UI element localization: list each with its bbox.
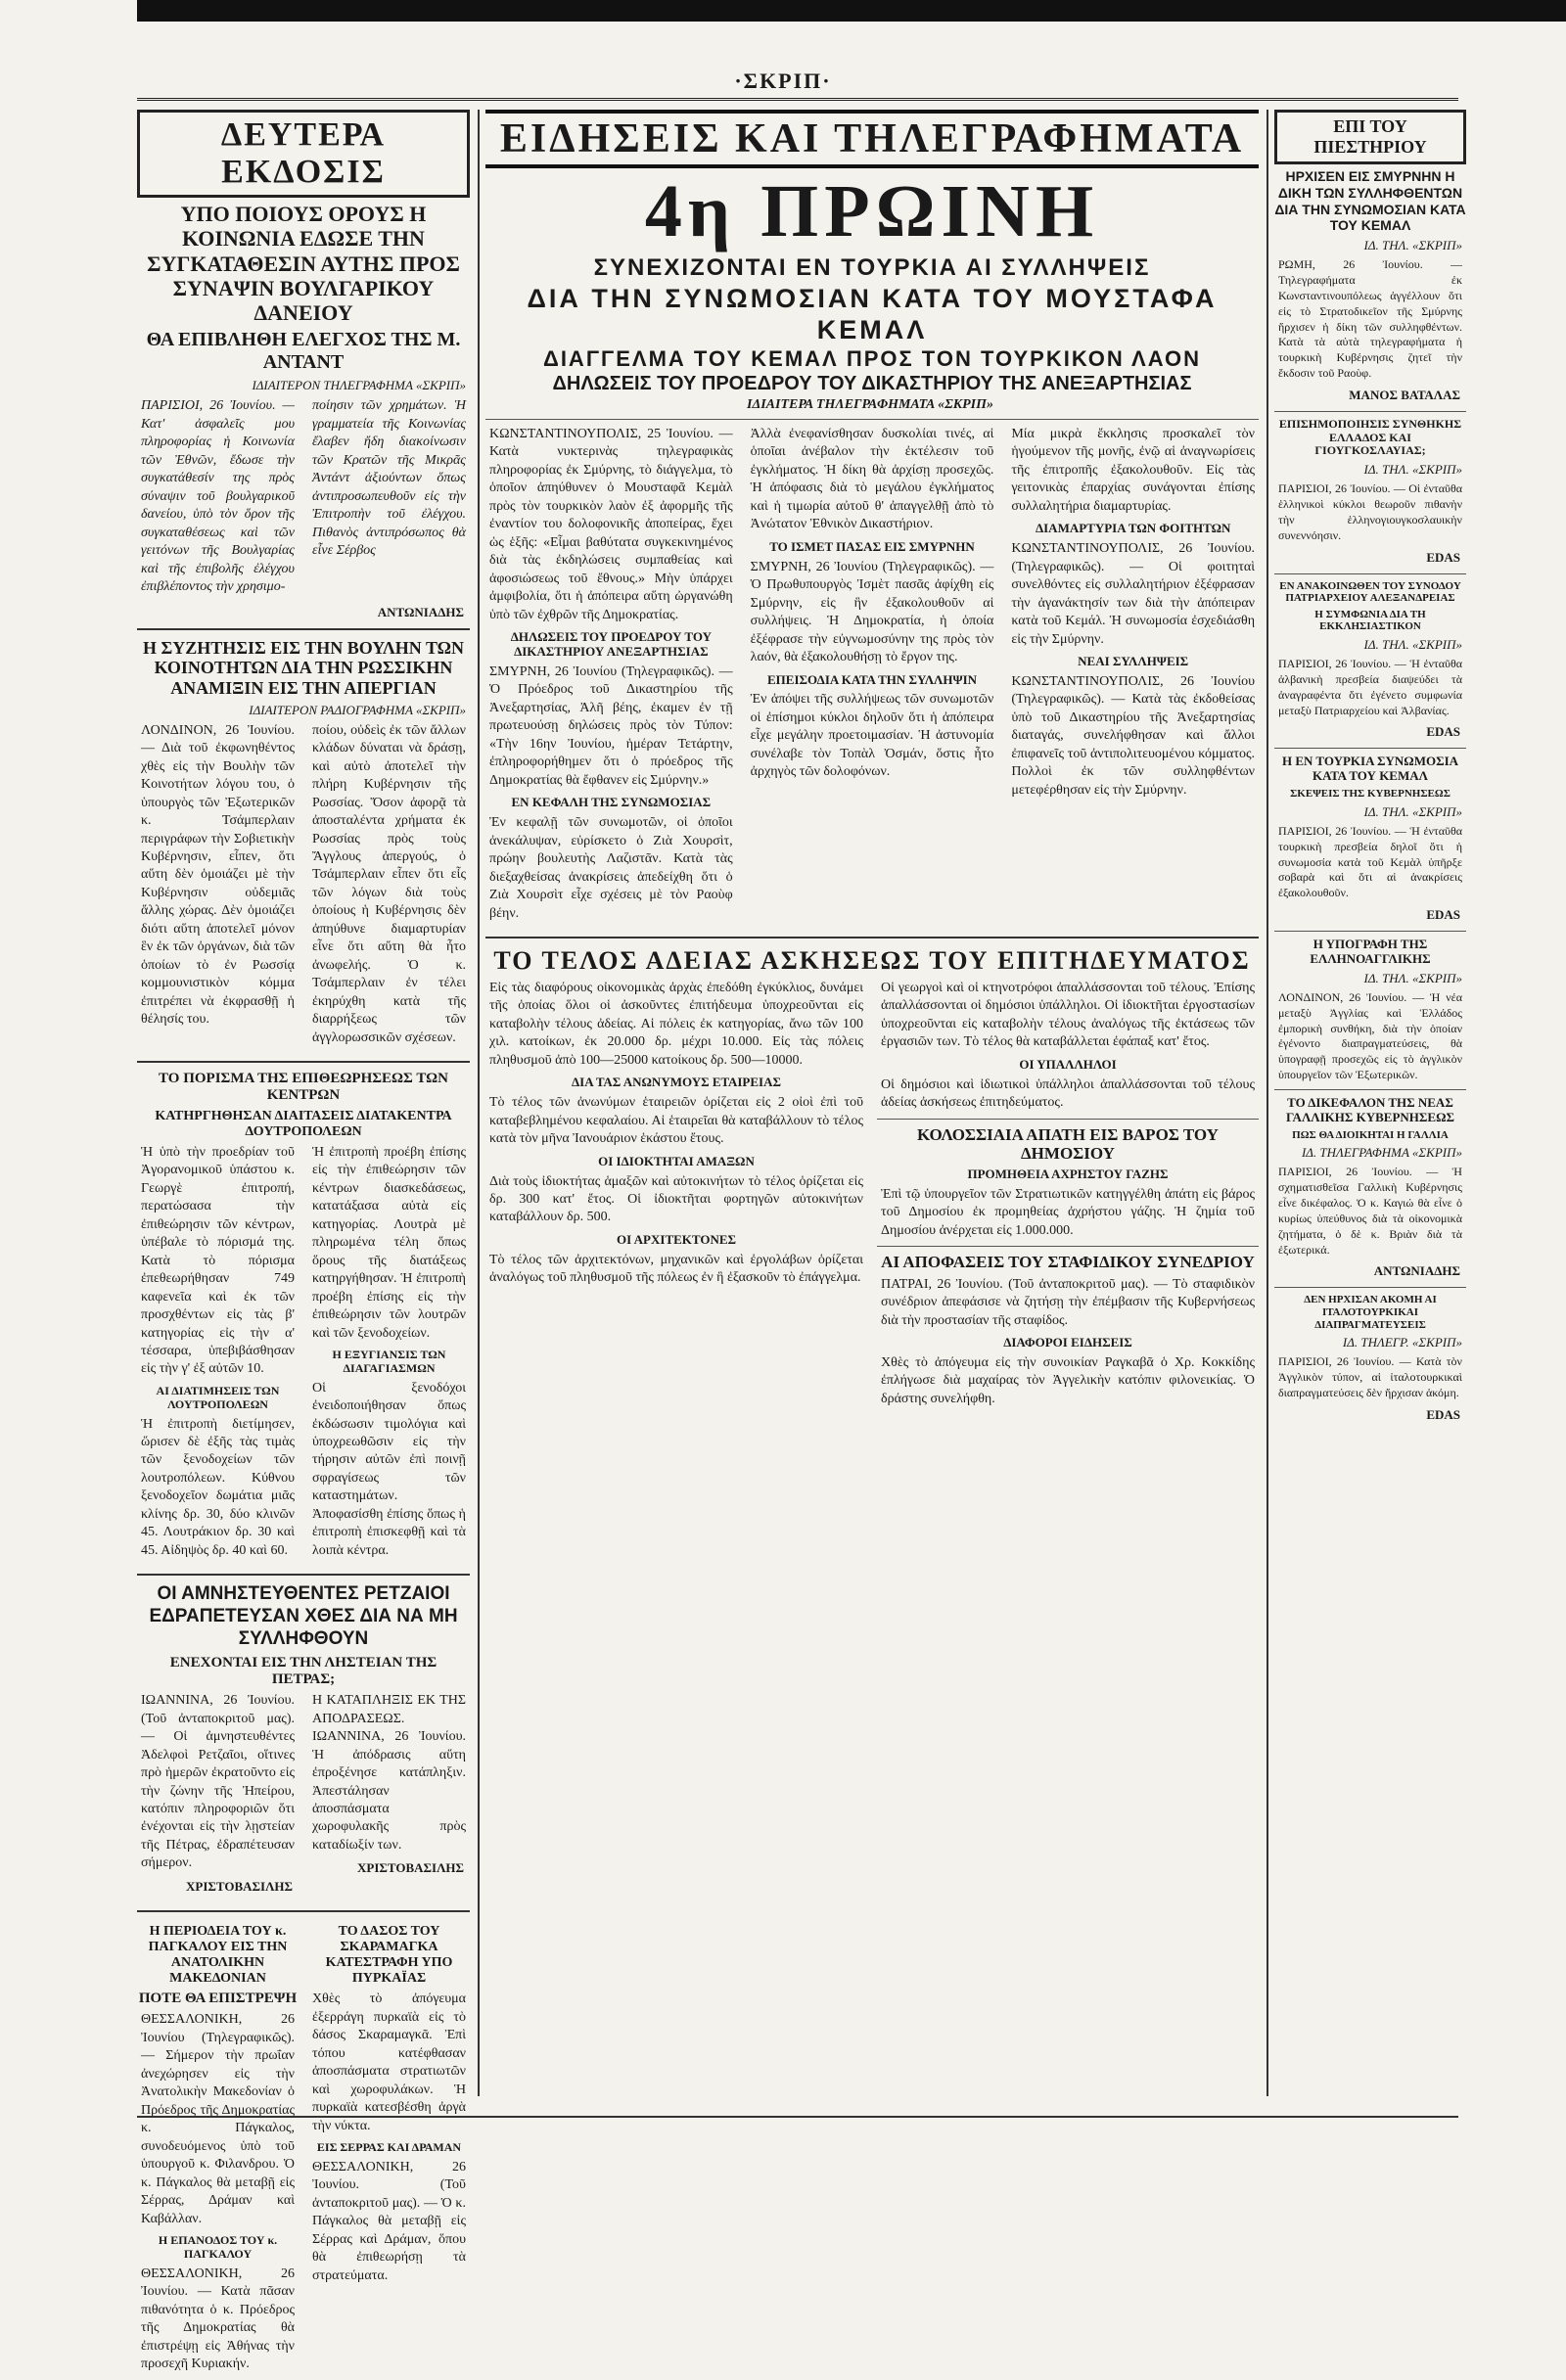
col3-sub-b: ΝΕΑΙ ΣΥΛΛΗΨΕΙΣ: [1078, 654, 1189, 669]
r-story2-sig: EDAS: [1426, 549, 1460, 565]
r-story5-headline: Η ΥΠΟΓΡΑΦΗ ΤΗΣ ΕΛΛΗΝΟΑΓΓΛΙΚΗΣ: [1310, 937, 1431, 966]
license-text-a: Εἰς τὰς διαφόρους οἰκονομικὰς ἀρχὰς ἐπεδόθη ἐγκύκλιος, δυνάμει τῆς ὁποίας ὅλοι οἱ ἀσκοῦντες ἐπιτήδευμα ὑποχρεοῦνται εἰς καταβολὴν τέλους ἀδείας. Αἱ πόλεις ἐκ κατηγορίας, ἄνω τῶν 100 χιλ. κατοίκων, ἐκ 20.000 δρ. μέχρι 10.000. Εἰς τὰς πόλεις πληθυσμοῦ ἀπὸ 100—25000 κατοίκους δρ. 500—10000.: [489, 980, 863, 1068]
divider: [485, 937, 1259, 938]
lead-source: ΙΔΙΑΙΤΕΡΟΝ ΤΗΛΕΓΡΑΦΗΜΑ «ΣΚΡΙΠ»: [252, 378, 466, 393]
r-story1-source: ΙΔ. ΤΗΛ. «ΣΚΡΙΠ»: [1363, 238, 1462, 253]
story2-headline: Η ΣΥΖΗΤΗΣΙΣ ΕΙΣ ΤΗΝ ΒΟΥΛΗΝ ΤΩΝ ΚΟΙΝΟΤΗΤΩΝ ΔΙΑ ΤΗΝ ΡΩΣΣΙΚΗΝ ΑΝΑΜΙΞΙΝ ΕΙΣ ΤΗΝ ΑΠΕΡΓΙΑΝ: [142, 637, 465, 699]
col3-text-a: Μία μικρὰ ἔκκλησις προσκαλεῖ τὸν ἡγούμενον τῆς μονῆς, ἐνῷ αἱ ἀναγνωρίσεις τῆς ἐπιτροπῆς ἐξακολουθοῦν. Εἰς τὰς γειτονικὰς ἐπαρχίας συνάγονται ἐπίσης συλλαλητήρια διαμαρτυρίας.: [1011, 426, 1256, 514]
main-sub1: ΤΟ ΙΣΜΕΤ ΠΑΣΑΣ ΕΙΣ ΣΜΥΡΝΗΝ: [769, 538, 975, 554]
r-story2-headline: ΕΠΙΣΗΜΟΠΟΙΗΣΙΣ ΣΥΝΘΗΚΗΣ ΕΛΛΑΔΟΣ ΚΑΙ ΓΙΟΥΓΚΟΣΛΑΥΙΑΣ;: [1278, 416, 1462, 458]
license-sub1: ΔΙΑ ΤΑΣ ΑΝΩΝΥΜΟΥΣ ΕΤΑΙΡΕΙΑΣ: [572, 1075, 781, 1090]
license-sub3: ΟΙ ΑΡΧΙΤΕΚΤΟΝΕΣ: [616, 1231, 737, 1247]
main-text-a: ΚΩΝΣΤΑΝΤΙΝΟΥΠΟΛΙΣ, 25 Ἰουνίου. — Κατὰ νυκτερινὰς τηλεγραφικὰς πληροφορίας ἐκ Σμύρνης, τὸ διάγγελμα, τὸ ὁποῖον ἀπηύθυνεν ὁ Μουσταφᾶ Κεμὰλ πρὸς τὸν τουρκικὸν λαὸν ἐξ ἀφορμῆς τῆς ἐναντίον του δολοφονικῆς ἀποπείρας, ἔχει ὡς ἑξῆς: «Εἶμαι βαθύτατα συγκεκινημένος διὰ τὰς ἐκδηλώσεις συμπαθείας καὶ ἀφοσιώσεως τοῦ ἔθνους.» Μὴν ὑπάρχει ἀμφιβολία, ὅτι ἡ ἀπόπειρα αὕτη ὠργανώθη ὑπὸ τῶν ἐχθρῶν τῆς Δημοκρατίας.: [489, 426, 733, 622]
divider: [1274, 573, 1466, 574]
r-story1-sig: ΜΑΝΟΣ ΒΑΤΑΛΑΣ: [1349, 387, 1460, 402]
col3-sub-a: ΔΙΑΜΑΡΤΥΡΙΑ ΤΩΝ ΦΟΙΤΗΤΩΝ: [1035, 521, 1231, 536]
main-text-e: Ἐν κεφαλῇ τῶν συνωμοτῶν, οἱ ὁποῖοι ἀνεκάλυψαν, εὑρίσκετο ὁ Ζιὰ Χουρσὶτ, πρώην βουλευτὴς Λαζιστᾶν. Κατὰ τὰς διεξαχθείσας ἀνακρίσεις ἀπεδείχθη ὅτι ὁ Ζιὰ Χουρσὶτ εἶχε σχέσεις μὲ τὸν Ραοὺφ βέην.: [489, 815, 733, 921]
r-story6-headline: ΤΟ ΔΙΚΕΦΑΛΟΝ ΤΗΣ ΝΕΑΣ ΓΑΛΛΙΚΗΣ ΚΥΒΕΡΝΗΣΕΩΣ: [1286, 1094, 1454, 1124]
story4-headline: ΟΙ ΑΜΝΗΣΤΕΥΘΕΝΤΕΣ ΡΕΤΖΑΙΟΙ ΕΔΡΑΠΕΤΕΥΣΑΝ ΧΘΕΣ ΔΙΑ ΝΑ ΜΗ ΣΥΛΛΗΦΘΟΥΝ: [149, 1583, 458, 1649]
main-sub2: ΔΗΛΩΣΕΙΣ ΤΟΥ ΠΡΟΕΔΡΟΥ ΤΟΥ ΔΙΚΑΣΤΗΡΙΟΥ ΑΝΕΞΑΡΤΗΣΙΑΣ: [510, 629, 712, 660]
main-body: [485, 426, 1259, 929]
r-story4-sig: EDAS: [1426, 907, 1460, 923]
r-story7-source: ΙΔ. ΤΗΛΕΓΡ. «ΣΚΡΙΠ»: [1342, 1335, 1462, 1350]
main-headline-4: ΔΗΛΩΣΕΙΣ ΤΟΥ ΠΡΟΕΔΡΟΥ ΤΟΥ ΔΙΚΑΣΤΗΡΙΟΥ ΤΗΣ ΑΝΕΞΑΡΤΗΣΙΑΣ: [552, 372, 1192, 394]
story3-sub3: Η ΕΞΥΓΙΑΝΣΙΣ ΤΩΝ ΔΙΑΓΑΓΙΑΣΜΩΝ: [332, 1347, 446, 1375]
story4-text-a: ΙΩΑΝΝΙΝΑ, 26 Ἰουνίου. (Τοῦ ἀνταποκριτοῦ μας). — Οἱ ἀμνηστευθέντες Ἀδελφοὶ Ρετζαῖοι, οἵτινες πρὸ ἡμερῶν ἐκρατοῦντο εἰς τὴν ζώνην τῆς Ἠπείρου, κατόπιν πληροφοριῶν ὅτι ἐνέχονται εἰς τὴν λῃστείαν τῆς Πέτρας, ἐδραπέτευσαν σήμερον.: [141, 1693, 295, 1871]
story4-sig2: ΧΡΙΣΤΟΒΑΣΙΛΗΣ: [357, 1860, 464, 1876]
right-column: [1274, 110, 1466, 1431]
story5-sub2: Η ΕΠΑΝΟΔΟΣ ΤΟΥ κ. ΠΑΓΚΑΛΟΥ: [158, 2233, 278, 2261]
main-col-c: [1007, 426, 1259, 929]
main-banner: ΕΙΔΗΣΕΙΣ ΚΑΙ ΤΗΛΕΓΡΑΦΗΜΑΤΑ: [485, 110, 1259, 168]
story3-text-b: Ἡ ἐπιτροπὴ προέβη ἐπίσης εἰς τὴν ἐπιθεώρησιν τῶν κέντρων διασκεδάσεως, κατατάξασα αὐτὰ εἰς κατηγορίας. Λουτρὰ μὲ πληρωμένα τέλη ὅπως ὅρους τῆς διατάξεως κατηργήθησαν. Ἡ ἐπιτροπὴ προέβη ἐπίσης εἰς τὴν ἐπιθεώρησιν τῶν λουτρῶν καὶ τῶν ξενοδοχείων.: [312, 1144, 466, 1341]
story6-text2: ΘΕΣΣΑΛΟΝΙΚΗ, 26 Ἰουνίου. (Τοῦ ἀνταποκριτοῦ μας). — Ὁ κ. Πάγκαλος θὰ μεταβῇ εἰς Σέρρας καὶ Δράμαν, ὅπου θὰ ἐπιθεωρήσῃ τὰ στρατεύματα.: [312, 2159, 466, 2283]
divider: [137, 1061, 470, 1063]
story4-text-b: Η ΚΑΤΑΠΛΗΞΙΣ ΕΚ ΤΗΣ ΑΠΟΔΡΑΣΕΩΣ. ΙΩΑΝΝΙΝΑ, 26 Ἰουνίου. Ἡ ἀπόδρασις αὕτη ἐπροξένησε κατάπληξιν. Ἀπεστάλησαν ἀποσπάσματα χωροφυλακῆς πρὸς καταδίωξίν των.: [312, 1693, 466, 1853]
license-text-c: Τὸ τέλος τῶν ἀνωνύμων ἑταιρειῶν ὁρίζεται εἰς 2 οἰοὶ ἐπὶ τοῦ καταβεβλημένου κεφαλαίου. Αἱ ἑταιρεῖαι θὰ καταβάλλουν τὸ τέλος κατὰ τὸν μῆνα Ἰανουάριον ἑκάστου ἔτους.: [489, 1095, 863, 1147]
r-story3-headline: ΕΝ ΑΝΑΚΟΙΝΩΘΕΝ ΤΟΥ ΣΥΝΟΔΟΥ ΠΑΤΡΙΑΡΧΕΙΟΥ ΑΛΕΞΑΝΔΡΕΙΑΣ: [1279, 579, 1461, 605]
column-rule: [1267, 110, 1268, 2096]
story3-text-d: Οἱ ξενοδόχοι ἐνειδοποιήθησαν ὅπως ἐκδώσωσιν τιμολόγια καὶ ὑποχρεωθῶσιν εἰς τὴν τήρησιν αὐτῶν ἐπὶ ποινῇ σφραγίσεως τῶν καταστημάτων. Ἀποφασίσθη ἐπίσης ὅπως ἡ ἐπιτροπὴ ἐπισκεφθῇ καὶ τὰ λοιπὰ κέντρα.: [312, 1380, 466, 1558]
license-text-f: Οἱ δημόσιοι καὶ ἰδιωτικοὶ ὑπάλληλοι ἀπαλλάσσονται τοῦ τέλους ἀδείας ἀσκήσεως ἐπιτηδεύματος.: [881, 1076, 1255, 1111]
r-story3-subheadline: Η ΣΥΜΦΩΝΙΑ ΔΙΑ ΤΗ ΕΚΚΛΗΣΙΑΣΤΙΚΟΝ: [1314, 608, 1426, 633]
story6-text: Χθὲς τὸ ἀπόγευμα ἐξερράγη πυρκαϊὰ εἰς τὸ δάσος Σκαραμαγκᾶ. Ἐπὶ τόπου κατέφθασαν ἀποσπάσματα στρατιωτῶν καὶ χωροφυλάκων. Ἡ πυρκαϊὰ κατεσβέσθη ἀργὰ τὴν νύκτα.: [312, 1991, 466, 2133]
r-story2-text: ΠΑΡΙΣΙΟΙ, 26 Ἰουνίου. — Οἱ ἐνταῦθα ἑλληνικοὶ κύκλοι θεωροῦν πιθανὴν τὴν ἑλληνογιουγκοσλαυικὴν συνεννόησιν.: [1278, 481, 1462, 542]
main-text-d: ΣΜΥΡΝΗ, 26 Ἰουνίου (Τηλεγραφικῶς). — Ὁ Πρόεδρος τοῦ Δικαστηρίου τῆς Ἀνεξαρτησίας, Ἀλῆ βέης, ἐκαμεν ἐν τῇ πρωτευούσῃ δηλώσεις πρὸς τὸν Τύπον: «Τὴν 16ην Ἰουνίου, ἡμέραν Τετάρτην, ἐπληροφορήθημεν ὅτι ὁ πρόεδρος τῆς Δημοκρατίας θὰ ἔφθανεν εἰς Σμύρνην.»: [489, 664, 733, 788]
main-column: [485, 110, 1259, 1414]
main-headline-3: ΔΙΑΓΓΕΛΜΑ ΤΟΥ ΚΕΜΑΛ ΠΡΟΣ ΤΟΝ ΤΟΥΡΚΙΚΟΝ ΛΑΟΝ: [543, 345, 1201, 371]
r-story7-sig: EDAS: [1426, 1406, 1460, 1422]
main-sub3: ΕΝ ΚΕΦΑΛΗ ΤΗΣ ΣΥΝΩΜΟΣΙΑΣ: [511, 795, 712, 810]
r-story4-headline: Η ΕΝ ΤΟΥΡΚΙΑ ΣΥΝΩΜΟΣΙΑ ΚΑΤΑ ΤΟΥ ΚΕΜΑΛ: [1281, 754, 1459, 784]
divider: [137, 1910, 470, 1912]
story3-text-c: Ἡ ἐπιτροπὴ διετίμησεν, ὥρισεν δὲ ἐξῆς τὰς τιμὰς τῶν ξενοδοχείων τῶν λουτροπόλεων. Κύθνου ξενοδοχεῖον δωμάτια μιᾶς κλίνης δρ. 30, δύο κλινῶν 45. Λουτράκιον δρ. 30 καὶ 45. Αἰδηψὸς δρ. 40 καὶ 60.: [141, 1416, 295, 1558]
r-story5-source: ΙΔ. ΤΗΛ. «ΣΚΡΙΠ»: [1363, 970, 1462, 985]
lead-body: [137, 397, 470, 602]
divider: [137, 1574, 470, 1576]
main-source: ΙΔΙΑΙΤΕΡΑ ΤΗΛΕΓΡΑΦΗΜΑΤΑ «ΣΚΡΙΠ»: [747, 396, 993, 412]
license-sub4: ΟΙ ΥΠΑΛΛΗΛΟΙ: [1019, 1056, 1117, 1072]
main-sub4: ΕΠΕΙΣΟΔΙΑ ΚΑΤΑ ΤΗΝ ΣΥΛΛΗΨΙΝ: [766, 671, 978, 687]
divider: [1274, 1089, 1466, 1090]
r-story3-text: ΠΑΡΙΣΙΟΙ, 26 Ἰουνίου. — Ἡ ἐνταῦθα ἀλβανικὴ πρεσβεία διαψεύδει τὰ ἀναγραφέντα ὅτι ἐγένετο συμφωνία μεταξὺ Πατριαρχείου καὶ Ἀλβανίας.: [1278, 657, 1462, 717]
misc-sub: ΔΙΑΦΟΡΟΙ ΕΙΔΗΣΕΙΣ: [1003, 1335, 1132, 1350]
bottom-stories: [137, 1920, 470, 2380]
story3-sub2: ΑΙ ΔΙΑΤΙΜΗΣΕΙΣ ΤΩΝ ΛΟΥΤΡΟΠΟΛΕΩΝ: [156, 1383, 280, 1411]
edition-header: ΔΕΥΤΕΡΑ ΕΚΔΟΣΙΣ: [137, 110, 470, 198]
page-bottom-rule: [137, 2116, 1458, 2118]
divider: [877, 1246, 1259, 1247]
misc-text: Χθὲς τὸ ἀπόγευμα εἰς τὴν συνοικίαν Ραγκαβᾶ ὁ Χρ. Κοκκίδης ἐπλήγωσε διὰ μαχαίρας τὸν Ἀγγελικὴν κατόπιν φιλονεικίας. Ὁ δράστης συνελήφθη.: [881, 1355, 1255, 1406]
story5-text2: ΘΕΣΣΑΛΟΝΙΚΗ, 26 Ἰουνίου. — Κατὰ πᾶσαν πιθανότητα ὁ κ. Πρόεδρος τῆς Δημοκρατίας θὰ ἐπιστρέψῃ εἰς Ἀθήνας τὴν προσεχῆ Κυριακήν.: [141, 2266, 295, 2372]
main-col-a: [485, 426, 737, 929]
raisin-text: ΠΑΤΡΑΙ, 26 Ἰουνίου. (Τοῦ ἀνταποκριτοῦ μας). — Τὸ σταφιδικὸν συνέδριον ἀπεφάσισε νὰ ζητήσῃ τὴν ἐπέμβασιν τῆς Κυβερνήσεως διὰ τὴν προστασίαν τῆς σταφίδος.: [881, 1276, 1255, 1328]
license-text-e: Τὸ τέλος τῶν ἀρχιτεκτόνων, μηχανικῶν καὶ ἐργολάβων ὁρίζεται ἀναλόγως τοῦ πληθυσμοῦ τῆς πόλεως ἐν ἣ ἐξασκοῦν τὸ ἐπάγγελμα.: [489, 1252, 863, 1286]
fraud-subheadline: ΠΡΟΜΗΘΕΙΑ ΑΧΡΗΣΤΟΥ ΓΑΖΗΣ: [967, 1166, 1169, 1181]
main-text-f: Ἐν ἀπόψει τῆς συλλήψεως τῶν συνωμοτῶν οἱ ἐπίσημοι κύκλοι δηλοῦν ὅτι ἡ ἀπόπειρα εἶχε μεγάλην προετοιμασίαν. Ἡ ἀστυνομία συνέλαβε τὸν Τοπὰλ Ὀσμάν, ὅστις ἦτο ἀρχηγὸς τῶν δολοφόνων.: [750, 692, 994, 780]
license-body: [485, 980, 1259, 1414]
r-story7-text: ΠΑΡΙΣΙΟΙ, 26 Ἰουνίου. — Κατὰ τὸν Ἀγγλικὸν τύπον, αἱ ἰταλοτουρκικαὶ διαπραγματεύσεις δὲν ἤρχισαν ἀκόμη.: [1278, 1354, 1462, 1399]
story5-text: ΘΕΣΣΑΛΟΝΙΚΗ, 26 Ἰουνίου (Τηλεγραφικῶς). — Σήμερον τὴν πρωΐαν ἀνεχώρησεν εἰς τὴν Ἀνατολικὴν Μακεδονίαν ὁ Πρόεδρος τῆς Δημοκρατίας κ. Πάγκαλος, συνοδευόμενος ὑπὸ τοῦ ὑπουργοῦ κ. Φιλανδρου. Ὁ κ. Πάγκαλος θὰ μεταβῇ εἰς Σέρρας, Δράμαν καὶ Καβάλλαν.: [141, 2012, 295, 2226]
left-column: [137, 110, 470, 2380]
lead-subheadline: ΘΑ ΕΠΙΒΛΗΘΗ ΕΛΕΓΧΟΣ ΤΗΣ Μ. ΑΝΤΑΝΤ: [146, 329, 461, 374]
r-story1-text: ΡΩΜΗ, 26 Ἰουνίου. — Τηλεγραφήματα ἐκ Κωνσταντινουπόλεως ἀγγέλλουν ὅτι εἰς τὸ Στρατοδικεῖον τῆς Σμύρνης ἤρχισεν ἡ δίκη τῶν συλληφθέντων. Κατὰ τὰ αὐτὰ τηλεγραφήματα ἡ τουρκικὴ Κυβέρνησις ζητεῖ τὴν ἔκδοσιν τοῦ Ραοὺφ.: [1278, 257, 1462, 380]
r-story6-sig: ΑΝΤΩΝΙΑΔΗΣ: [1373, 1263, 1460, 1279]
license-text-b: Οἱ γεωργοὶ καὶ οἱ κτηνοτρόφοι ἀπαλλάσσονται τοῦ τέλους. Ἐπίσης ἀπαλλάσσονται οἱ δημόσιοι ὑπάλληλοι. Οἱ ἰδιοκτῆται ἐργοστασίων ὑποχρεοῦνται εἰς καταβολὴν τέλους ἀναλόγως τῆς ἐκτάσεως τῶν ἐργασιῶν των. Τὸ τέλος θὰ καταβάλλεται ἐφάπαξ κατ' ἔτος.: [881, 980, 1255, 1050]
license-sub2: ΟΙ ΙΔΙΟΚΤΗΤΑΙ ΑΜΑΞΩΝ: [598, 1153, 755, 1168]
r-story5-text: ΛΟΝΔΙΝΟΝ, 26 Ἰουνίου. — Ἡ νέα μεταξὺ Ἀγγλίας καὶ Ἑλλάδος ἐμπορικὴ συνθήκη, διὰ τὴν ὁποίαν ἐγένοντο διαπραγματεύσεις, θὰ ὑπογραφῇ προσεχῶς εἰς τὸ ἀγγλικὸν ὑπουργεῖον τῶν Ἐξωτερικῶν.: [1278, 989, 1462, 1082]
divider: [1274, 1287, 1466, 1288]
story5-headline: Η ΠΕΡΙΟΔΕΙΑ ΤΟΥ κ. ΠΑΓΚΑΛΟΥ ΕΙΣ ΤΗΝ ΑΝΑΤΟΛΙΚΗΝ ΜΑΚΕΔΟΝΙΑΝ: [148, 1923, 288, 1987]
divider: [485, 419, 1259, 420]
story6-sub2: ΕΙΣ ΣΕΡΡΑΣ ΚΑΙ ΔΡΑΜΑΝ: [316, 2139, 462, 2154]
masthead-rule: [137, 98, 1458, 101]
col3-text-a2: ΚΩΝΣΤΑΝΤΙΝΟΥΠΟΛΙΣ, 26 Ἰουνίου. (Τηλεγραφικῶς). — Οἱ φοιτηταὶ συνελθόντες εἰς συλλαλητήριον ἐξέφρασαν τὴν ἀγανάκτησίν των διὰ τὴν ἀπόπειραν κατὰ τοῦ Κεμάλ. Ἡ συνωμοσία ἐσχεδιάσθη εἰς τὴν Σμύρνην.: [1011, 541, 1256, 647]
edition-title: 4η ΠΡΩΙΝΗ: [644, 170, 1100, 252]
r-story1-headline: ΗΡΧΙΣΕΝ ΕΙΣ ΣΜΥΡΝΗΝ Η ΔΙΚΗ ΤΩΝ ΣΥΛΛΗΦΘΕΝΤΩΝ ΔΙΑ ΤΗΝ ΣΥΝΩΜΟΣΙΑΝ ΚΑΤΑ ΤΟΥ ΚΕΜΑΛ: [1274, 168, 1466, 234]
story3-body: [137, 1144, 470, 1566]
main-headline-2: ΔΙΑ ΤΗΝ ΣΥΝΩΜΟΣΙΑΝ ΚΑΤΑ ΤΟΥ ΜΟΥΣΤΑΦΑ ΚΕΜΑΛ: [527, 283, 1218, 345]
r-story6-text: ΠΑΡΙΣΙΟΙ, 26 Ἰουνίου. — Ἡ σχηματισθεῖσα Γαλλικὴ Κυβέρνησις εἶνε δικέφαλος. Ὁ κ. Καγιώ θὰ εἶνε ὁ κυρίως ὑπεύθυνος διὰ τὰ οἰκονομικὰ ζητήματα, ὁ δὲ κ. Βριὰν διὰ τὰ ἐξωτερικά.: [1278, 1165, 1462, 1257]
story4-body: [137, 1692, 470, 1902]
story2-source: ΙΔΙΑΙΤΕΡΟΝ ΡΑΔΙΟΓΡΑΦΗΜΑ «ΣΚΡΙΠ»: [249, 702, 466, 717]
top-black-bar: [137, 0, 1566, 22]
col3-text-a3: ΚΩΝΣΤΑΝΤΙΝΟΥΠΟΛΙΣ, 26 Ἰουνίου (Τηλεγραφικῶς). — Κατὰ τὰς ἐκδοθείσας ὑπὸ τοῦ Δικαστηρίου τῆς Ἀνεξαρτησίας διαταγάς, συνελήφθησαν καὶ ἄλλοι ἐπιφανεῖς τοῦ ἀντιπολιτευομένου κόμματος. Πολλοὶ ἐκ τῶν συλληφθέντων μετεφέρθησαν εἰς τὴν Σμύρνην.: [1011, 674, 1256, 798]
r-story7-headline: ΔΕΝ ΗΡΧΙΣΑΝ ΑΚΟΜΗ ΑΙ ΙΤΑΛΟΤΟΥΡΚΙΚΑΙ ΔΙΑΠΡΑΓΜΑΤΕΥΣΕΙΣ: [1304, 1294, 1437, 1331]
story4-sig1: ΧΡΙΣΤΟΒΑΣΙΛΗΣ: [186, 1878, 293, 1894]
story3-subheadline: ΚΑΤΗΡΓΗΘΗΣΑΝ ΔΙΑΙΤΑΣΕΙΣ ΔΙΑΤΑΚΕΝΤΡΑ ΔΟΥΤΡΟΠΟΛΕΩΝ: [155, 1108, 452, 1139]
divider: [1274, 411, 1466, 412]
r-story4-source: ΙΔ. ΤΗΛ. «ΣΚΡΙΠ»: [1363, 803, 1462, 819]
divider: [137, 628, 470, 630]
press-header: ΕΠΙ ΤΟΥ ΠΙΕΣΤΗΡΙΟΥ: [1274, 110, 1466, 164]
story6-headline: ΤΟ ΔΑΣΟΣ ΤΟΥ ΣΚΑΡΑΜΑΓΚΑ ΚΑΤΕΣΤΡΑΦΗ ΥΠΟ ΠΥΡΚΑΪΑΣ: [325, 1923, 453, 1987]
story2-body: [137, 722, 470, 1053]
lead-signature: ΑΝΤΩΝΙΑΔΗΣ: [377, 604, 464, 619]
story3-text-a: Ἡ ὑπὸ τὴν προεδρίαν τοῦ Ἀγορανομικοῦ ὑπάστου κ. Γεωργὲ ἐπιτροπή, περατώσασα τὴν ἐπιθεώρησιν τῶν κέντρων, ὑπέβαλε τὸ πόρισμά της. Κατὰ τὸ πόρισμα ἐπεθεωρήθησαν 749 καφενεῖα καὶ ἐκ τῶν προσχθέντων εἰς τὰς β' κατηγορίας εἰς τὴν α' τέσσαρα, ὑπεβιβάσθησαν εἰς τὴν γ' ἐξ αὐτῶν 10.: [141, 1144, 295, 1377]
main-col-b: [747, 426, 998, 929]
story4-subheadline: ΕΝΕΧΟΝΤΑΙ ΕΙΣ ΤΗΝ ΛΗΣΤΕΙΑΝ ΤΗΣ ΠΕΤΡΑΣ;: [169, 1654, 438, 1687]
main-text-c: ΣΜΥΡΝΗ, 26 Ἰουνίου (Τηλεγραφικῶς). — Ὁ Πρωθυπουργὸς Ἰσμὲτ πασᾶς ἀφίχθη εἰς Σμύρνην, εἰς ἣν ἐξακολουθοῦν αἱ συλλήψεις. Ἡ Δημοκρατία, ἡ ὁποία ἐξέφρασε τὴν εὐγνωμοσύνην της πρὸς τὸν λαόν, θὰ ἐξακολουθήσῃ τὸ ἔργον της.: [750, 559, 994, 665]
main-headline-1: ΣΥΝΕΧΙΖΟΝΤΑΙ ΕΝ ΤΟΥΡΚΙΑ ΑΙ ΣΥΛΛΗΨΕΙΣ: [593, 254, 1151, 281]
divider: [1274, 748, 1466, 749]
lead-text-a: ΠΑΡΙΣΙΟΙ, 26 Ἰουνίου. — Κατ' ἀσφαλεῖς μου πληροφορίας ἡ Κοινωνία τῶν Ἐθνῶν, ἔδωσε τὴν συγκατάθεσίν της πρὸς σύναψιν τοῦ βουλγαρικοῦ δανείου, ὑπὸ τὸν ὅρον τῆς συγκαταθέσεως καὶ τῶν γειτόνων τῆς Βουλγαρίας καὶ τῆς ἐπιβολῆς ἐλέγχου ἐπιβλέποντος τὴν χρησιμο-: [141, 398, 295, 595]
r-story3-source: ΙΔ. ΤΗΛ. «ΣΚΡΙΠ»: [1363, 637, 1462, 653]
lead-text-b: ποίησιν τῶν χρημάτων. Ἡ γραμματεία τῆς Κοινωνίας ἔλαβεν ἤδη διακοίνωσιν τῶν Κρατῶν τῆς Μικρᾶς Ἀντάντ ἀξιούντων ὅπως ἀντιπροσωπευθοῦν εἰς τὴν Ἐπιτροπὴν τοῦ ἐλέγχου. Πιθανὸς ἀντιπρόσωπος θὰ εἶνε Σέρβος: [312, 398, 466, 559]
r-story6-source: ΙΔ. ΤΗΛΕΓΡΑΦΗΜΑ «ΣΚΡΙΠ»: [1301, 1145, 1462, 1161]
masthead: ·ΣΚΡΙΠ·: [734, 69, 832, 93]
main-text-b: Ἀλλὰ ἐνεφανίσθησαν δυσκολίαι τινές, αἱ ὁποῖαι ἀνέβαλον τὴν ἐκτέλεσιν τοῦ ἐγκλήματος. Ἡ δίκη θὰ ἀρχίσῃ προσεχῶς. Ἡ ἀπόφασις διὰ τὸ μεγάλου ἐγκλήματος καὶ ἡ τιμωρία αὐτοῦ θ' ἀπαγγελθῇ ἀπὸ τὸ Ἀνώτατον Ἐθνικὸν Δικαστήριον.: [750, 426, 994, 532]
r-story3-sig: EDAS: [1426, 724, 1460, 740]
divider: [1274, 931, 1466, 932]
raisin-headline: ΑΙ ΑΠΟΦΑΣΕΙΣ ΤΟΥ ΣΤΑΦΙΔΙΚΟΥ ΣΥΝΕΔΡΙΟΥ: [881, 1253, 1255, 1272]
r-story4-subheadline: ΣΚΕΨΕΙΣ ΤΗΣ ΚΥΒΕΡΝΗΣΕΩΣ: [1290, 788, 1451, 801]
story5-subheadline: ΠΟΤΕ ΘΑ ΕΠΙΣΤΡΕΨΗ: [138, 1991, 298, 2007]
lead-headline: ΥΠΟ ΠΟΙΟΥΣ ΟΡΟΥΣ Η ΚΟΙΝΩΝΙΑ ΕΔΩΣΕ ΤΗΝ ΣΥΓΚΑΤΑΘΕΣΙΝ ΑΥΤΗΣ ΠΡΟΣ ΣΥΝΑΨΙΝ ΒΟΥΛΓΑΡΙΚΟΥ ΔΑΝΕΙΟΥ: [147, 202, 460, 326]
fraud-text: Ἐπὶ τῷ ὑπουργεῖον τῶν Στρατιωτικῶν κατηγγέλθη ἀπάτη εἰς βάρος τοῦ Δημοσίου ἐκ προμηθείας ἀχρήστου γάζης. Ἡ ζημία τοῦ Δημοσίου ἀνέρχεται εἰς 1.000.000.: [881, 1186, 1255, 1238]
r-story4-text: ΠΑΡΙΣΙΟΙ, 26 Ἰουνίου. — Ἡ ἐνταῦθα τουρκικὴ πρεσβεία δηλοῖ ὅτι ἡ συνωμοσία κατὰ τοῦ Κεμὰλ ὑπῆρξε σοβαρὰ καὶ ὅτι αἱ ἀνακρίσεις ἐξακολουθοῦν.: [1278, 823, 1462, 900]
story2-text-a: ΛΟΝΔΙΝΟΝ, 26 Ἰουνίου. — Διὰ τοῦ ἐκφωνηθέντος χθὲς εἰς τὴν Βουλὴν τῶν Κοινοτήτων λόγου του, ὁ ὑπουργὸς τῶν Ἐξωτερικῶν κ. Τσάμπερλαιν περιγράφων τὴν Σοβιετικὴν Κυβέρνησιν, εἶπεν, ὅτι αὕτη δὲν ὁμοιάζει μὲ τὴν Κυβέρνησιν οὐδεμιᾶς ἄλλης χώρας. Δὲν ὁμοιάζει διότι αὕτη ἀποτελεῖ μόνον ἓν ἐκ τῶν ὀργάνων, διὰ τῶν ὁποίων τὸ ἐν Ρωσσίᾳ κομμουνιστικὸν κόμμα ἐπιτρέπει νὰ ἐκφρασθῇ ἡ θέλησίς του.: [141, 722, 295, 1028]
fraud-headline: ΚΟΛΟΣΣΙΑΙΑ ΑΠΑΤΗ ΕΙΣ ΒΑΡΟΣ ΤΟΥ ΔΗΜΟΣΙΟΥ: [917, 1124, 1219, 1164]
license-headline: ΤΟ ΤΕΛΟΣ ΑΔΕΙΑΣ ΑΣΚΗΣΕΩΣ ΤΟΥ ΕΠΙΤΗΔΕΥΜΑΤΟΣ: [493, 946, 1251, 976]
license-text-d: Διὰ τοὺς ἰδιοκτήτας ἁμαξῶν καὶ αὐτοκινήτων τὸ τέλος ὁρίζεται εἰς δρ. 300 κατ' ἔτος. Οἱ ἰδιοκτῆται φορτηγῶν αὐτοκινήτων καταβάλλουν δρ. 500.: [489, 1173, 863, 1225]
story2-text-b: ποίου, οὐδεὶς ἐκ τῶν ἄλλων κλάδων δύναται νὰ δράσῃ, καὶ αὐτὸ ἀποτελεῖ τὴν πλήρη Κυβέρνησιν τῆς Ρωσσίας. Ὅσον ἀφορᾷ τὰ ἀποσταλέντα χρήματα ἐκ Ρωσσίας πρὸς τοὺς Ἄγγλους ἀπεργούς, ὁ Τσάμπερλαιν εἶπεν ὅτι εἷς τῶν λόγων διὰ τοὺς ὁποίους ἡ Κυβέρνησις δὲν ἀπηύθυνε διαμαρτυρίαν εἶνε ὅτι αὕτη θὰ ἦτο ἀνωφελής. Ὁ κ. Τσάμπερλαιν ἐν τέλει ἐκηρύχθη κατὰ τῆς διαρρήξεως τῶν ἀγγλορωσσικῶν σχέσεων.: [312, 722, 466, 1045]
r-story6-subheadline: ΠΩΣ ΘΑ ΔΙΟΙΚΗΤΑΙ Η ΓΑΛΛΙΑ: [1292, 1128, 1449, 1141]
story3-headline: ΤΟ ΠΟΡΙΣΜΑ ΤΗΣ ΕΠΙΘΕΩΡΗΣΕΩΣ ΤΩΝ ΚΕΝΤΡΩΝ: [159, 1071, 448, 1104]
divider: [877, 1119, 1259, 1120]
column-rule: [478, 110, 480, 2096]
r-story2-source: ΙΔ. ΤΗΛ. «ΣΚΡΙΠ»: [1363, 462, 1462, 478]
